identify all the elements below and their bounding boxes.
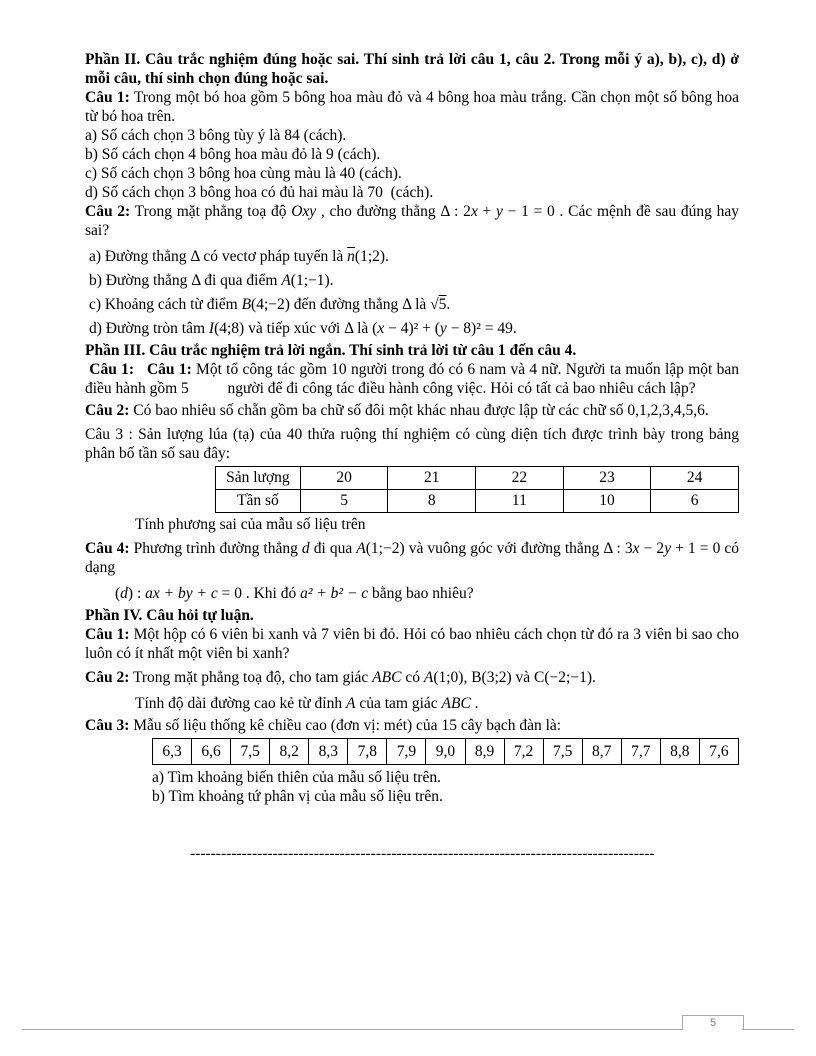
text-segment: Câu 3 : Sản lượng lúa (tạ) của 40 thửa ruộng thí nghiệm có cùng diện tích được trình bày trong bảng phân bố tần số sau đây: [85,426,739,462]
part3-q1 [85,360,739,398]
text-segment: Trong mặt phẳng toạ độ, cho tam giác [129,669,373,686]
part2-q1-option-d [85,183,739,202]
text-segment: − 2 [639,540,665,557]
text-segment: d) Đường tròn tâm [89,320,209,337]
part2-q2-option-b [85,271,739,290]
text-segment: y [496,203,503,220]
text-segment: đi qua [309,540,357,557]
text-segment: và tiếp xúc với Δ là ( [244,320,378,337]
part4-heading [85,606,739,625]
text-segment: Trong một bó hoa gồm 5 bông hoa màu đỏ và 4 bông hoa màu trắng. Cần chọn một số bông hoa từ bó hoa trên. [85,89,739,125]
text-segment: Câu 2: [85,402,130,419]
text-segment: ABC [441,695,471,712]
text-segment: x [470,203,478,220]
table-cell: 7,7 [621,739,660,765]
text-segment: I [208,320,215,337]
text-segment: a² + b² − c [300,585,369,602]
table-cell: 8,3 [309,739,348,765]
text-segment: x [632,540,640,557]
text-segment: Câu 1: [85,89,130,106]
table-cell: 22 [476,467,564,490]
text-segment: . [470,695,479,712]
table-cell: 8,9 [465,739,504,765]
part2-q1-option-b [85,145,739,164]
text-segment: 5 [438,296,447,313]
text-segment: d [120,585,128,602]
text-segment: b) Đường thẳng Δ đi qua điểm [89,272,282,289]
part3-q2 [85,401,739,420]
table-cell: 8,8 [660,739,699,765]
text-segment: , cho đường thẳng Δ : 2 [316,203,471,220]
text-segment: Câu 1: [85,361,135,378]
part2-heading [85,50,739,88]
table-cell: 8 [388,490,476,513]
text-segment: Câu 1: [146,361,192,378]
text-segment: (1;0), B(3;2) và C(−2;−1). [433,669,596,686]
part2-q2-option-d [85,319,739,338]
table-cell: 11 [476,490,564,513]
text-segment: Oxy [291,203,317,220]
text-segment: Câu 3: [85,717,130,734]
text-segment: c) Số cách chọn 3 bông hoa cùng màu là 40 (cách). [85,165,402,182]
part2-q2-option-c [85,295,739,314]
text-segment: A [345,695,356,712]
part4-q2-task [85,694,739,713]
text-segment: đến đường thẳng Δ là [289,296,431,313]
table-cell: 21 [388,467,476,490]
text-segment: c) Khoảng cách từ điểm [89,296,242,313]
text-segment: . [446,296,451,313]
text-segment: + [477,203,497,220]
part2-q2-option-a [85,247,739,266]
text-segment: = 0 . Khi đó [217,585,301,602]
text-segment: và vuông góc với đường thẳng Δ : 3 [404,540,633,557]
table-cell: Sản lượng [216,467,301,490]
text-segment: x [377,320,385,337]
part4-q3-option-a [85,768,739,787]
text-segment: a) Số cách chọn 3 bông tùy ý là 84 (cách). [85,127,347,144]
text-segment: Có bao nhiêu số chẵn gồm ba chữ số đôi một khác nhau được lập từ các chữ số 0,1,2,3,4,5,6. [129,402,709,419]
page-number: 5 [682,1015,744,1030]
part2-q1-intro [85,88,739,126]
part4-q3 [85,716,739,735]
table-cell: 7,2 [504,739,543,765]
table-cell: 7,5 [231,739,270,765]
table-row [216,467,739,490]
text-segment: Câu 1: [85,626,130,643]
text-segment: Phương trình đường thẳng [129,540,302,557]
table-cell: 6,3 [153,739,192,765]
text-segment: a) Đường thẳng Δ có vectơ pháp tuyến là [89,248,348,265]
text-segment: có [401,669,424,686]
table-cell: 7,5 [543,739,582,765]
part2-q2-intro [85,202,739,240]
part4-q1 [85,625,739,663]
table-cell: 24 [651,467,739,490]
table-cell: 6,6 [192,739,231,765]
text-segment: A [356,540,366,557]
text-segment: Mẫu số liệu thống kê chiều cao (đơn vị: mét) của 15 cây bạch đàn là: [129,717,562,734]
text-segment: (1;2). [354,248,389,265]
part3-q3 [85,425,739,463]
text-segment: √ [430,296,439,313]
text-segment: d) Số cách chọn 3 bông hoa có đủ hai màu là 70 (cách). [85,184,434,201]
table-cell: 7,6 [699,739,738,765]
text-segment: − 8)² = 49. [446,320,517,337]
footer-rule-right [742,1029,794,1030]
footer-rule-left [22,1029,682,1030]
part2-q1-option-a [85,126,739,145]
text-segment: b) Tìm khoảng tứ phân vị của mẫu số liệu trên. [152,788,443,805]
text-segment: Phần II. Câu trắc nghiệm đúng hoặc sai. Thí sinh trả lời câu 1, câu 2. Trong mỗi ý a), b), c), d) ở mỗi câu, thí sinh chọn đúng hoặc sai. [85,51,739,87]
table-row [216,490,739,513]
part2-q1-option-c [85,164,739,183]
height-data-table [152,738,739,765]
part3-q3-note [85,515,739,534]
text-segment: ax + by + c [145,585,218,602]
text-segment: Câu 4: [85,540,130,557]
text-segment: Tính độ dài đường cao kẻ từ đỉnh [135,695,346,712]
text-segment: ( [115,585,121,602]
table-cell: 6 [651,490,739,513]
part3-heading [85,341,739,360]
text-segment: ) : [127,585,146,602]
text-segment: Phần IV. Câu hỏi tự luận. [85,607,254,624]
text-segment: bằng bao nhiêu? [368,585,474,602]
text-segment: $\overline{n}$ [347,248,355,265]
part3-q4-equation [85,584,739,603]
table-cell: 8,7 [582,739,621,765]
text-segment: Một tổ công tác gồm 10 người trong đó có 6 nam và 4 nữ. Người ta muốn lập một ban điều hành gồm 5 người để đi công tác điều hành công việc. Hỏi có tất cả bao nhiêu cách lập? [85,361,739,397]
table-cell: Tần số [216,490,301,513]
text-segment: A [423,669,434,686]
text-segment: (4;8) [214,320,245,337]
separator-dashes: ------------------------------------------------------------------------------------------ [190,845,655,862]
text-segment: Trong mặt phẳng toạ độ [130,203,292,220]
table-cell: 20 [300,467,388,490]
text-segment [134,361,147,378]
table-row [153,739,739,765]
text-segment: + 1 = 0 có dạng [85,540,740,576]
part4-q2 [85,668,739,687]
text-segment: − 4)² + ( [384,320,440,337]
text-segment: y [439,320,447,337]
text-segment: (4;−2) [251,296,290,313]
text-segment: a) Tìm khoảng biến thiên của mẫu số liệu trên. [152,769,441,786]
text-segment: (1;−1). [290,272,334,289]
table-cell: 23 [563,467,651,490]
text-segment: Một hộp có 6 viên bi xanh và 7 viên bi đỏ. Hỏi có bao nhiêu cách chọn từ đó ra 3 viên bi sao cho luôn có ít nhất một viên bi xanh? [85,626,739,662]
table-cell: 7,8 [348,739,387,765]
text-segment: Phần III. Câu trắc nghiệm trả lời ngắn. Thí sinh trả lời từ câu 1 đến câu 4. [85,342,577,359]
text-segment: của tam giác [355,695,442,712]
text-segment: Câu 2: [85,203,131,220]
part4-q3-option-b [85,787,739,806]
text-segment: ABC [372,669,402,686]
exam-document [85,50,739,863]
table-cell: 5 [300,490,388,513]
text-segment: b) Số cách chọn 4 bông hoa màu đỏ là 9 (cách). [85,146,381,163]
text-segment: y [664,540,672,557]
text-segment: Câu 2: [85,669,130,686]
text-segment: (1;−2) [365,540,405,557]
table-cell: 8,2 [270,739,309,765]
table-cell: 10 [563,490,651,513]
text-segment: − 1 = 0 . Các mệnh đề sau đúng hay sai? [85,203,739,239]
yield-frequency-table [215,466,739,513]
text-segment: Tính phương sai của mẫu số liệu trên [135,516,366,533]
text-segment: A [281,272,291,289]
part3-q4 [85,539,739,577]
text-segment: B [241,296,252,313]
text-segment: d [301,540,310,557]
table-cell: 7,9 [387,739,426,765]
table-cell: 9,0 [426,739,465,765]
